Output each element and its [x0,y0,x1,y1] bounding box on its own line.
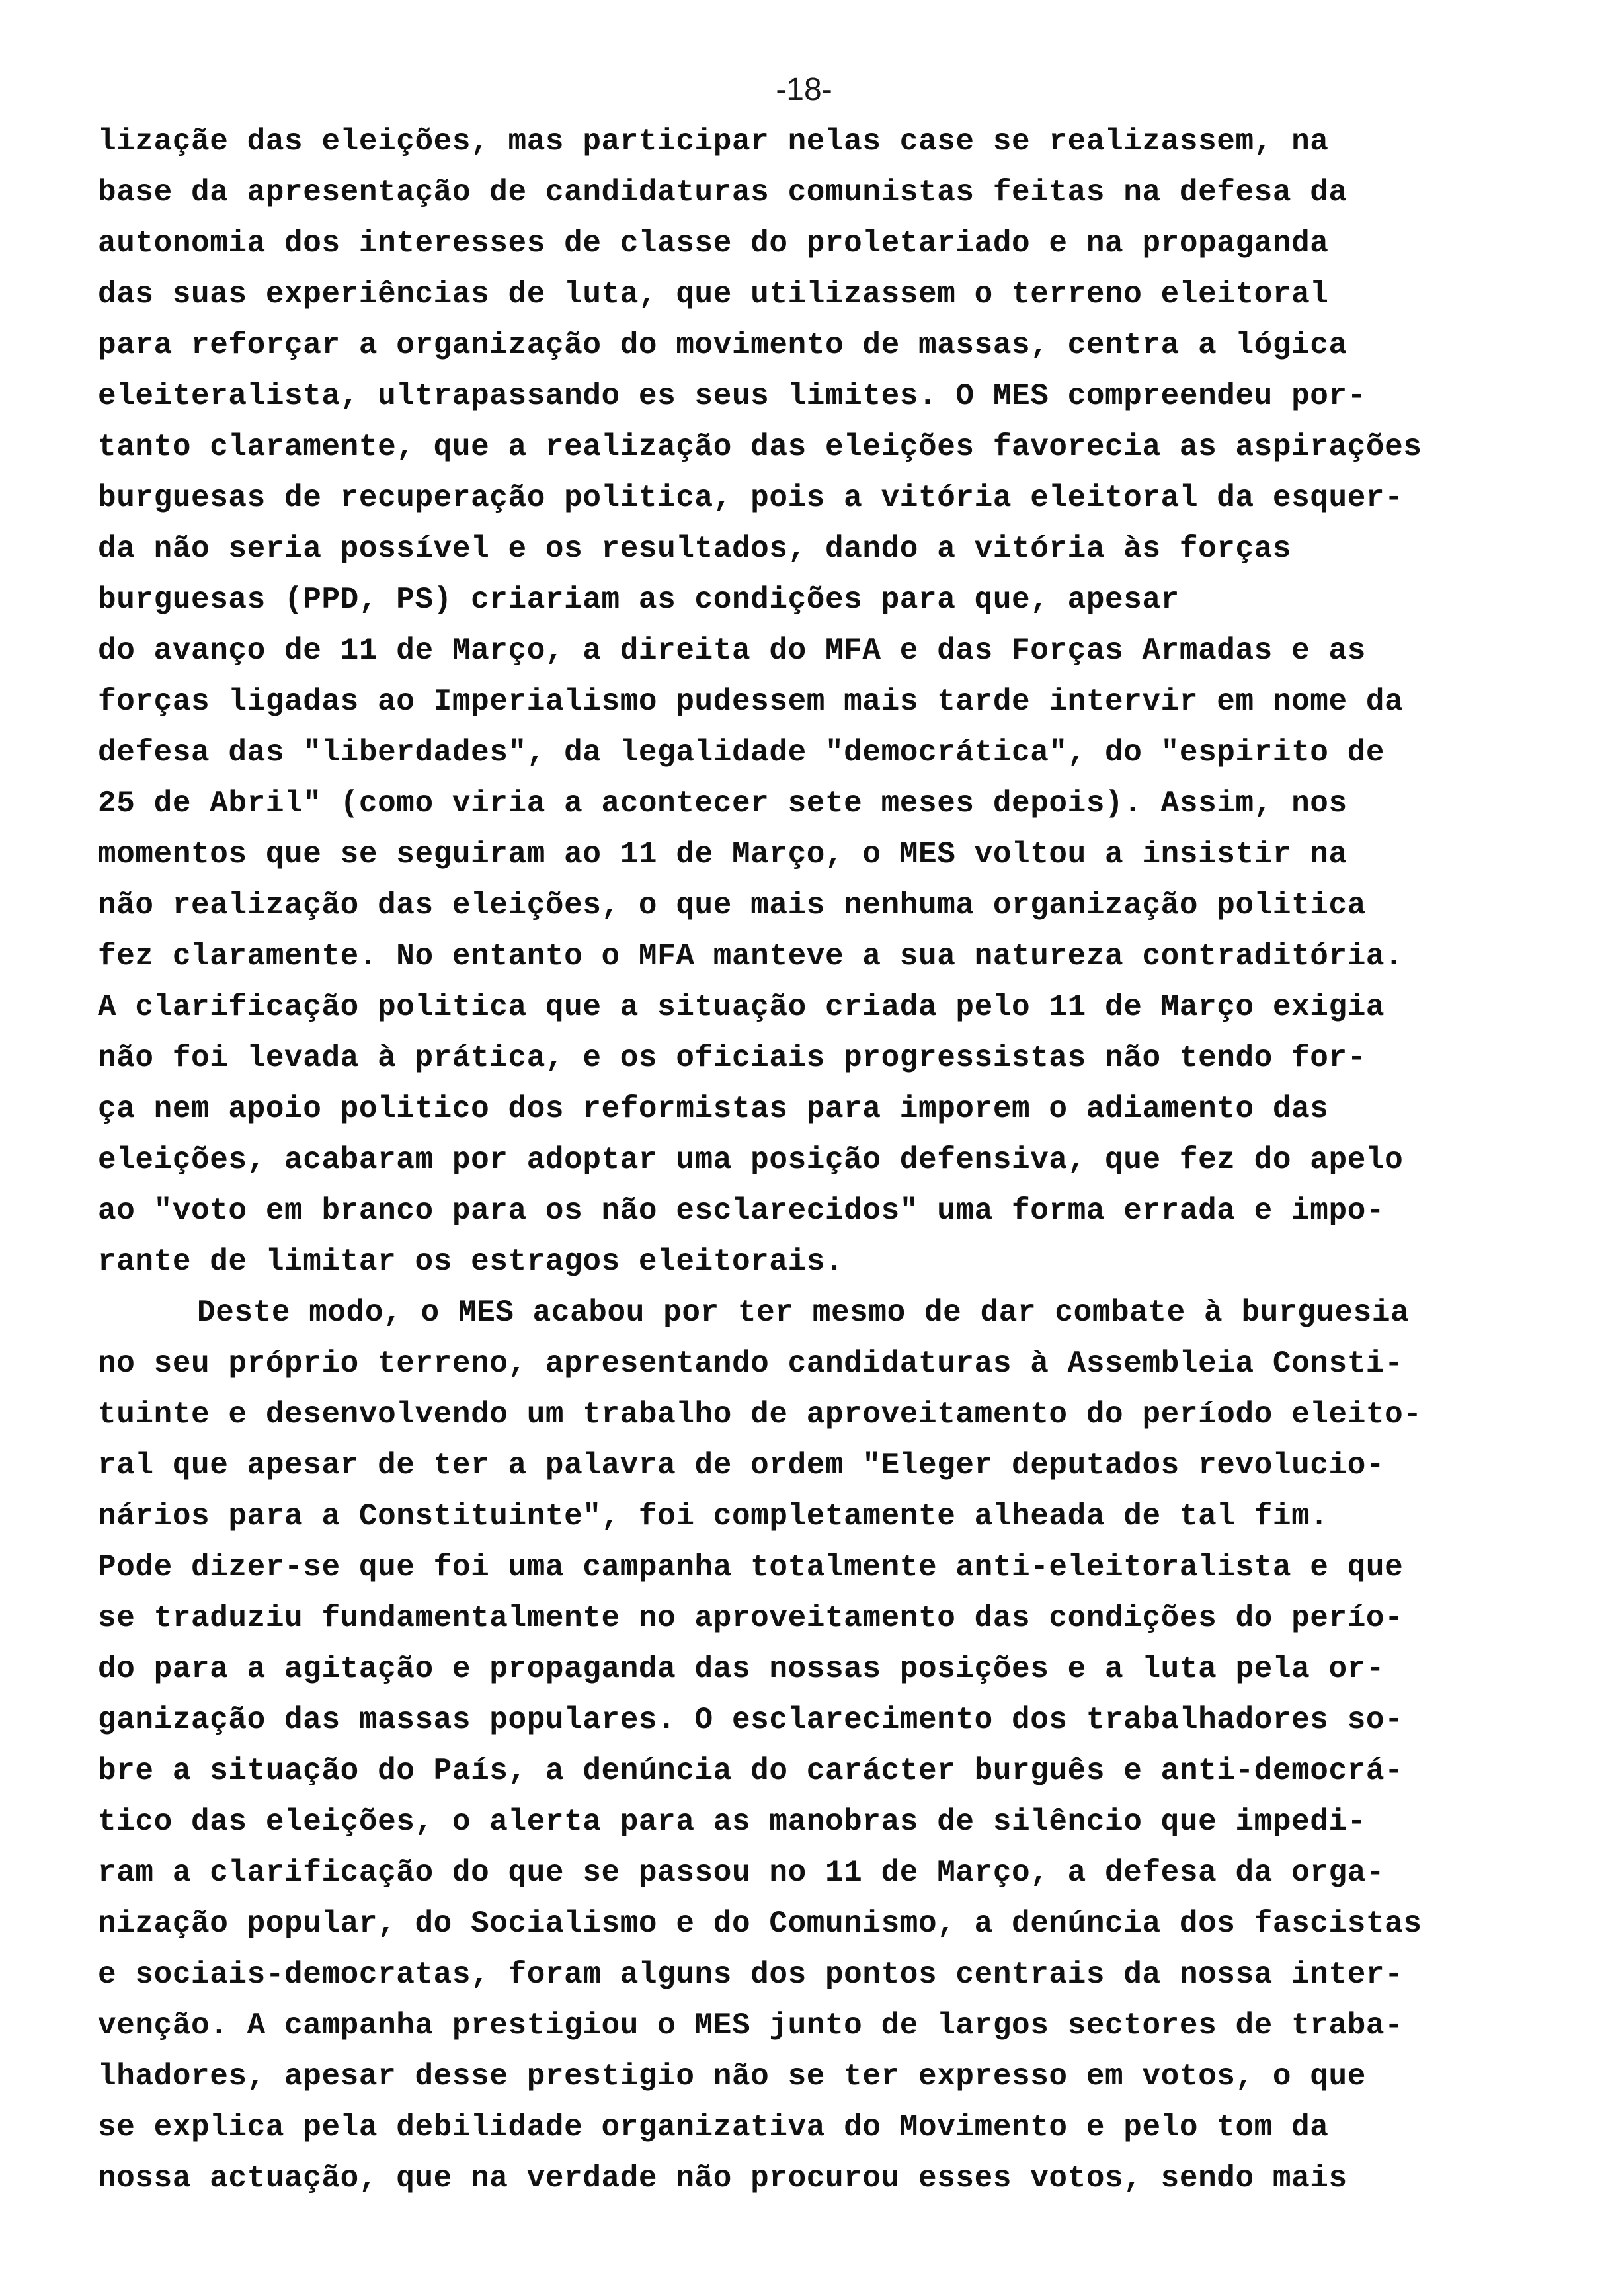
text-line: nários para a Constituinte", foi completamente alheada de tal fim. [98,1499,1329,1534]
text-line: Deste modo, o MES acabou por ter mesmo de dar combate à burguesia [197,1295,1410,1330]
text-line: nização popular, do Socialismo e do Comunismo, a denúncia dos fascistas [98,1906,1422,1941]
text-line: Pode dizer-se que foi uma campanha totalmente anti-eleitoralista e que [98,1550,1404,1584]
text-line: base da apresentação de candidaturas comunistas feitas na defesa da [98,175,1347,210]
text-line: do para a agitação e propaganda das nossas posições e a luta pela or- [98,1652,1385,1686]
text-line: A clarificação politica que a situação criada pelo 11 de Março exigia [98,990,1385,1024]
text-line: ganização das massas populares. O esclarecimento dos trabalhadores so- [98,1703,1404,1737]
text-line: ça nem apoio politico dos reformistas para imporem o adiamento das [98,1092,1329,1126]
paragraph-1 [98,116,1539,1288]
text-line: venção. A campanha prestigiou o MES junto de largos sectores de traba- [98,2008,1404,2043]
body-text [98,116,1539,2204]
text-line: ram a clarificação do que se passou no 11 de Março, a defesa da orga- [98,1856,1385,1890]
text-line: defesa das "liberdades", da legalidade "democrática", do "espirito de [98,735,1385,770]
text-line: rante de limitar os estragos eleitorais. [98,1245,844,1279]
paragraph-2 [98,1288,1539,2204]
text-line: lhadores, apesar desse prestigio não se ter expresso em votos, o que [98,2059,1366,2094]
text-line: não foi levada à prática, e os oficiais progressistas não tendo for- [98,1041,1366,1075]
text-line: forças ligadas ao Imperialismo pudessem mais tarde intervir em nome da [98,684,1404,719]
text-line: para reforçar a organização do movimento de massas, centra a lógica [98,328,1347,362]
page-number: -18- [776,72,832,107]
text-line: eleições, acabaram por adoptar uma posição defensiva, que fez do apelo [98,1143,1404,1177]
text-line: autonomia dos interesses de classe do proletariado e na propaganda [98,226,1329,261]
text-line: bre a situação do País, a denúncia do carácter burguês e anti-democrá- [98,1754,1404,1788]
text-line: burguesas (PPD, PS) criariam as condições para que, apesar [98,583,1180,617]
text-line: fez claramente. No entanto o MFA manteve a sua natureza contraditória. [98,939,1404,973]
text-line: tanto claramente, que a realização das eleições favorecia as aspirações [98,430,1422,464]
text-line: eleiteralista, ultrapassando es seus limites. O MES compreendeu por- [98,379,1366,413]
text-line: momentos que se seguiram ao 11 de Março, o MES voltou a insistir na [98,837,1347,872]
text-line: nossa actuação, que na verdade não procurou esses votos, sendo mais [98,2161,1347,2195]
text-line: lizaçãe das eleições, mas participar nelas case se realizassem, na [98,124,1329,159]
text-line: ral que apesar de ter a palavra de ordem "Eleger deputados revolucio- [98,1448,1385,1483]
text-line: no seu próprio terreno, apresentando candidaturas à Assembleia Consti- [98,1346,1404,1381]
text-line: tico das eleições, o alerta para as manobras de silêncio que impedi- [98,1805,1366,1839]
text-line: do avanço de 11 de Março, a direita do MFA e das Forças Armadas e as [98,634,1366,668]
text-line: ao "voto em branco para os não esclarecidos" uma forma errada e impo- [98,1194,1385,1228]
text-line: 25 de Abril" (como viria a acontecer sete meses depois). Assim, nos [98,786,1347,821]
text-line: das suas experiências de luta, que utilizassem o terreno eleitoral [98,277,1329,311]
text-line: burguesas de recuperação politica, pois a vitória eleitoral da esquer- [98,481,1404,515]
text-line: tuinte e desenvolvendo um trabalho de aproveitamento do período eleito- [98,1397,1422,1432]
text-line: se traduziu fundamentalmente no aproveitamento das condições do perío- [98,1601,1404,1635]
text-line: e sociais-democratas, foram alguns dos pontos centrais da nossa inter- [98,1957,1404,1992]
text-line: se explica pela debilidade organizativa do Movimento e pelo tom da [98,2110,1329,2145]
text-line: da não seria possível e os resultados, dando a vitória às forças [98,532,1292,566]
text-line: não realização das eleições, o que mais nenhuma organização politica [98,888,1366,922]
